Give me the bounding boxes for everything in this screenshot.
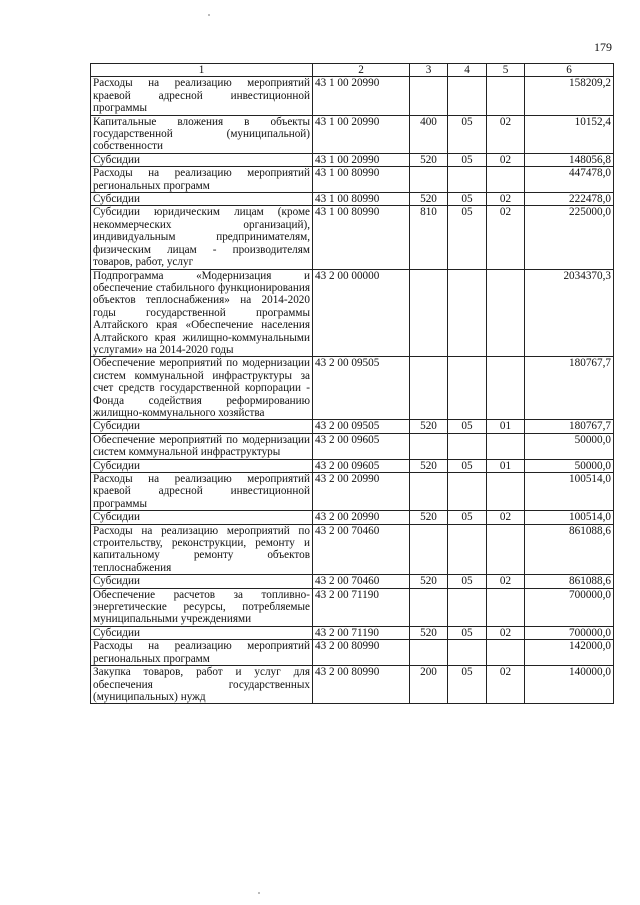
table-row bbox=[91, 115, 614, 153]
row-col5-cell: 02 bbox=[487, 626, 525, 639]
header-cell-5: 5 bbox=[487, 64, 525, 77]
row-sum-cell: 142000,0 bbox=[525, 640, 614, 666]
header-cell-3: 3 bbox=[410, 64, 448, 77]
row-name-cell: Субсидии bbox=[91, 626, 313, 639]
budget-table-body bbox=[91, 64, 614, 704]
table-row bbox=[91, 626, 614, 639]
row-sum-cell: 140000,0 bbox=[525, 666, 614, 704]
scan-speck bbox=[208, 14, 210, 16]
row-sum-cell: 50000,0 bbox=[525, 433, 614, 459]
table-row bbox=[91, 666, 614, 704]
row-col3-cell: 520 bbox=[410, 420, 448, 433]
row-sum-cell: 10152,4 bbox=[525, 115, 614, 153]
row-sum-cell: 225000,0 bbox=[525, 206, 614, 269]
row-col5-cell bbox=[487, 357, 525, 420]
row-sum-cell: 700000,0 bbox=[525, 626, 614, 639]
row-sum-cell: 158209,2 bbox=[525, 77, 614, 115]
row-code-cell: 43 2 00 70460 bbox=[313, 575, 410, 588]
row-code-cell: 43 2 00 80990 bbox=[313, 640, 410, 666]
row-col3-cell bbox=[410, 524, 448, 575]
row-col3-cell bbox=[410, 433, 448, 459]
row-code-cell: 43 2 00 80990 bbox=[313, 666, 410, 704]
row-col4-cell: 05 bbox=[448, 626, 487, 639]
table-row bbox=[91, 269, 614, 357]
row-name-cell: Расходы на реализацию мероприятий региональных программ bbox=[91, 640, 313, 666]
table-row bbox=[91, 420, 614, 433]
header-row bbox=[91, 64, 614, 77]
row-name-cell: Закупка товаров, работ и услуг для обеспечения государственных (муниципальных) нужд bbox=[91, 666, 313, 704]
row-col4-cell bbox=[448, 167, 487, 193]
row-col4-cell: 05 bbox=[448, 206, 487, 269]
row-sum-cell: 222478,0 bbox=[525, 193, 614, 206]
row-col3-cell: 810 bbox=[410, 206, 448, 269]
row-code-cell: 43 1 00 20990 bbox=[313, 115, 410, 153]
row-name-cell: Расходы на реализацию мероприятий краевой адресной инвестиционной программы bbox=[91, 77, 313, 115]
row-name-cell: Субсидии юридическим лицам (кроме некоммерческих организаций), индивидуальным предпринимателям, физическим лицам - производителям товаров, работ, услуг bbox=[91, 206, 313, 269]
row-col5-cell: 02 bbox=[487, 511, 525, 524]
row-col4-cell: 05 bbox=[448, 420, 487, 433]
row-sum-cell: 447478,0 bbox=[525, 167, 614, 193]
row-col4-cell bbox=[448, 524, 487, 575]
row-sum-cell: 861088,6 bbox=[525, 524, 614, 575]
row-col4-cell bbox=[448, 77, 487, 115]
table-row bbox=[91, 433, 614, 459]
table-row bbox=[91, 511, 614, 524]
row-col3-cell: 520 bbox=[410, 459, 448, 472]
row-name-cell: Субсидии bbox=[91, 153, 313, 166]
row-col4-cell bbox=[448, 357, 487, 420]
row-name-cell: Субсидии bbox=[91, 511, 313, 524]
table-row bbox=[91, 459, 614, 472]
row-col5-cell: 02 bbox=[487, 666, 525, 704]
row-sum-cell: 2034370,3 bbox=[525, 269, 614, 357]
row-sum-cell: 100514,0 bbox=[525, 473, 614, 511]
row-code-cell: 43 2 00 20990 bbox=[313, 511, 410, 524]
row-sum-cell: 50000,0 bbox=[525, 459, 614, 472]
row-col4-cell bbox=[448, 433, 487, 459]
header-cell-1: 1 bbox=[91, 64, 313, 77]
table-row bbox=[91, 206, 614, 269]
row-code-cell: 43 2 00 09505 bbox=[313, 420, 410, 433]
table-row bbox=[91, 167, 614, 193]
row-name-cell: Расходы на реализацию мероприятий по строительству, реконструкции, ремонту и капитальному ремонту объектов теплоснабжения bbox=[91, 524, 313, 575]
row-col5-cell: 02 bbox=[487, 115, 525, 153]
row-col5-cell: 02 bbox=[487, 193, 525, 206]
row-col4-cell: 05 bbox=[448, 666, 487, 704]
row-col3-cell bbox=[410, 473, 448, 511]
row-col3-cell bbox=[410, 167, 448, 193]
row-col5-cell: 02 bbox=[487, 206, 525, 269]
row-col3-cell: 520 bbox=[410, 575, 448, 588]
row-code-cell: 43 2 00 00000 bbox=[313, 269, 410, 357]
scan-speck bbox=[258, 892, 260, 894]
row-code-cell: 43 2 00 20990 bbox=[313, 473, 410, 511]
row-col5-cell bbox=[487, 473, 525, 511]
table-row bbox=[91, 77, 614, 115]
row-code-cell: 43 2 00 70460 bbox=[313, 524, 410, 575]
row-col3-cell: 520 bbox=[410, 626, 448, 639]
row-code-cell: 43 2 00 09505 bbox=[313, 357, 410, 420]
row-col4-cell bbox=[448, 269, 487, 357]
row-code-cell: 43 2 00 09605 bbox=[313, 433, 410, 459]
row-code-cell: 43 2 00 71190 bbox=[313, 626, 410, 639]
page-number: 179 bbox=[594, 40, 612, 54]
row-name-cell: Субсидии bbox=[91, 193, 313, 206]
row-col4-cell: 05 bbox=[448, 115, 487, 153]
row-col4-cell: 05 bbox=[448, 459, 487, 472]
row-name-cell: Расходы на реализацию мероприятий региональных программ bbox=[91, 167, 313, 193]
row-col4-cell: 05 bbox=[448, 511, 487, 524]
row-col4-cell bbox=[448, 588, 487, 626]
row-code-cell: 43 1 00 20990 bbox=[313, 153, 410, 166]
row-col4-cell bbox=[448, 640, 487, 666]
budget-table bbox=[90, 63, 614, 704]
row-col3-cell: 520 bbox=[410, 511, 448, 524]
row-code-cell: 43 1 00 80990 bbox=[313, 167, 410, 193]
row-col5-cell: 01 bbox=[487, 420, 525, 433]
table-row bbox=[91, 193, 614, 206]
row-sum-cell: 180767,7 bbox=[525, 357, 614, 420]
row-name-cell: Подпрограмма «Модернизация и обеспечение стабильного функционирования объектов теплоснабжения» на 2014-2020 годы государственной программы Алтайского края «Обеспечение населения Алтайского края жилищно-коммунальными услугами» на 2014-2020 годы bbox=[91, 269, 313, 357]
row-sum-cell: 100514,0 bbox=[525, 511, 614, 524]
row-col3-cell bbox=[410, 588, 448, 626]
row-col5-cell bbox=[487, 167, 525, 193]
row-sum-cell: 700000,0 bbox=[525, 588, 614, 626]
table-row bbox=[91, 575, 614, 588]
row-col5-cell bbox=[487, 640, 525, 666]
row-col3-cell: 520 bbox=[410, 193, 448, 206]
table-row bbox=[91, 357, 614, 420]
table-row bbox=[91, 524, 614, 575]
row-col5-cell bbox=[487, 433, 525, 459]
row-sum-cell: 861088,6 bbox=[525, 575, 614, 588]
header-cell-4: 4 bbox=[448, 64, 487, 77]
row-code-cell: 43 1 00 80990 bbox=[313, 206, 410, 269]
table-row bbox=[91, 153, 614, 166]
row-col3-cell bbox=[410, 269, 448, 357]
row-name-cell: Капитальные вложения в объекты государственной (муниципальной) собственности bbox=[91, 115, 313, 153]
row-code-cell: 43 2 00 71190 bbox=[313, 588, 410, 626]
row-col3-cell: 200 bbox=[410, 666, 448, 704]
row-col5-cell: 02 bbox=[487, 575, 525, 588]
row-col5-cell bbox=[487, 77, 525, 115]
row-col3-cell bbox=[410, 640, 448, 666]
row-col3-cell bbox=[410, 77, 448, 115]
row-col4-cell: 05 bbox=[448, 153, 487, 166]
row-sum-cell: 148056,8 bbox=[525, 153, 614, 166]
row-col5-cell: 02 bbox=[487, 153, 525, 166]
row-name-cell: Субсидии bbox=[91, 575, 313, 588]
row-name-cell: Субсидии bbox=[91, 420, 313, 433]
row-code-cell: 43 1 00 20990 bbox=[313, 77, 410, 115]
table-row bbox=[91, 473, 614, 511]
row-col3-cell: 520 bbox=[410, 153, 448, 166]
table-row bbox=[91, 588, 614, 626]
row-code-cell: 43 2 00 09605 bbox=[313, 459, 410, 472]
row-col3-cell: 400 bbox=[410, 115, 448, 153]
row-col4-cell: 05 bbox=[448, 575, 487, 588]
table-row bbox=[91, 640, 614, 666]
row-col5-cell: 01 bbox=[487, 459, 525, 472]
row-name-cell: Расходы на реализацию мероприятий краевой адресной инвестиционной программы bbox=[91, 473, 313, 511]
row-col5-cell bbox=[487, 588, 525, 626]
row-name-cell: Субсидии bbox=[91, 459, 313, 472]
row-code-cell: 43 1 00 80990 bbox=[313, 193, 410, 206]
row-col4-cell: 05 bbox=[448, 193, 487, 206]
header-cell-2: 2 bbox=[313, 64, 410, 77]
row-sum-cell: 180767,7 bbox=[525, 420, 614, 433]
row-name-cell: Обеспечение мероприятий по модернизации систем коммунальной инфраструктуры bbox=[91, 433, 313, 459]
row-name-cell: Обеспечение мероприятий по модернизации систем коммунальной инфраструктуры за счет средств государственной корпорации - Фонда содействия реформированию жилищно-коммунального хозяйства bbox=[91, 357, 313, 420]
row-col5-cell bbox=[487, 269, 525, 357]
row-col3-cell bbox=[410, 357, 448, 420]
row-name-cell: Обеспечение расчетов за топливно-энергетические ресурсы, потребляемые муниципальными учреждениями bbox=[91, 588, 313, 626]
row-col5-cell bbox=[487, 524, 525, 575]
row-col4-cell bbox=[448, 473, 487, 511]
header-cell-6: 6 bbox=[525, 64, 614, 77]
